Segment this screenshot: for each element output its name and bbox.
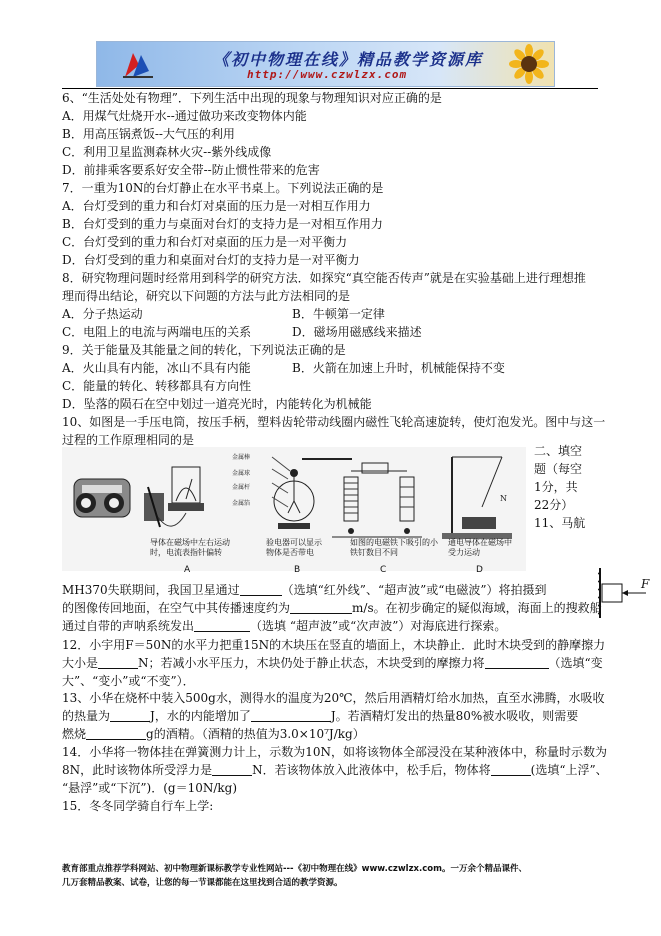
q13-blank-1[interactable] <box>110 709 150 722</box>
q13-blank-2[interactable] <box>251 709 331 722</box>
section2-line2: 题（每空 <box>534 462 583 476</box>
q13-line1: 13、小华在烧杯中装入500g水，测得水的温度为20℃，然后用酒精灯给水加热，直至水沸腾，水吸收 <box>62 691 605 705</box>
q14-line2: 8N，此时该物体所受浮力是 N．若该物体放入此液体中，松手后，物体将 (选填“上浮”、 <box>62 763 608 777</box>
q9-stem: 9．关于能量及其能量之间的转化，下列说法正确的是 <box>62 343 346 357</box>
q8-option-a: A．分子热运动 <box>62 307 143 321</box>
q12-blank-2[interactable] <box>485 656 549 669</box>
figure-d-letter: D <box>476 565 483 575</box>
q12-line3: 大”、“变小”或“不变”）． <box>62 674 195 688</box>
q13-blank-3[interactable] <box>86 727 146 740</box>
q12-line1: 12．小宇用F＝50N的水平力把重15N的木块压在竖直的墙面上，木块静止．此时木块受到的静摩擦力 <box>62 638 606 652</box>
section2-line4: 22分） <box>534 498 574 512</box>
banner-title: 《初中物理在线》精品教学资源库 <box>213 50 484 69</box>
q10-stem-line1: 10、如图是一手压电筒，按压手柄，塑料齿轮带动线圈内磁性飞轮高速旋转，使灯泡发光。图中与这一 <box>62 415 606 429</box>
q6-option-a: A．用煤气灶烧开水--通过做功来改变物体内能 <box>62 109 307 123</box>
q9-option-a: A．火山具有内能，冰山不具有内能 <box>62 361 251 375</box>
q11-line2: 的图像传回地面，在空气中其传播速度约为 m/s。在初步确定的疑似海域，海面上的搜救船 <box>62 601 602 615</box>
q7-option-c: C．台灯受到的重力和台灯对桌面的压力是一对平衡力 <box>62 235 348 249</box>
q11-line1: MH370失联期间，我国卫星通过 （选填“红外线”、“超声波”或“电磁波”）将拍摄到 <box>62 583 547 597</box>
q14-blank-1[interactable] <box>212 763 252 776</box>
q9-option-c: C．能量的转化、转移都具有方向性 <box>62 379 252 393</box>
q11-blank-3[interactable] <box>194 619 250 632</box>
q11-line3: 通过自带的声呐系统发出 （选填 “超声波”或“次声波”）对海底进行探索。 <box>62 619 507 633</box>
banner-url: http://www.czwlzx.com <box>247 68 408 81</box>
q10-stem-line2: 过程的工作原理相同的是 <box>62 433 195 447</box>
q8-option-c: C．电阻上的电流与两端电压的关系 <box>62 325 252 339</box>
q14-line3: “悬浮”或“下沉”)．(g＝10N/kg) <box>62 781 238 795</box>
figure-a-caption: 导体在磁场中左右运动 时，电流表指针偏转 <box>150 538 230 557</box>
footer-line2: 几万套精品教案、试卷，让您的每一节课都能在这里找到合适的教学资源。 <box>62 878 343 888</box>
q8-stem-line2: 理而得出结论，研究以下问题的方法与此方法相同的是 <box>62 289 351 303</box>
q7-option-a: A．台灯受到的重力和台灯对桌面的压力是一对相互作用力 <box>62 199 371 213</box>
section2-line1: 二、填空 <box>534 444 583 458</box>
label-metal-foil: 金属箔 <box>232 500 251 507</box>
q13-line3: 燃烧 g的酒精。（酒精的热值为3.0×10⁷J/kg） <box>62 727 365 741</box>
q12-blank-1[interactable] <box>98 656 138 669</box>
footer-line1: 教育部重点推荐学科网站、初中物理新课标教学专业性网站---《初中物理在线》www.czwlzx.com。一万余个精品课件、 <box>62 864 527 874</box>
q14-blank-2[interactable] <box>491 763 531 776</box>
svg-text:N: N <box>500 494 507 503</box>
q7-option-d: D．台灯受到的重力和桌面对台灯的支持力是一对平衡力 <box>62 253 360 267</box>
figure-b-caption: 验电器可以显示 物体是否带电 <box>266 538 322 557</box>
q8-stem-line1: 8．研究物理问题时经常用到科学的研究方法．如探究“真空能否传声”就是在实验基础上进行理想推 <box>62 271 586 285</box>
figure-a-letter: A <box>184 565 191 575</box>
page-footer <box>62 862 602 890</box>
q9-option-d: D．坠落的陨石在空中划过一道亮光时，内能转化为机械能 <box>62 397 372 411</box>
force-label-f: F <box>641 577 650 591</box>
q12-wall-block-figure <box>598 568 658 618</box>
site-logo-icon <box>119 47 159 81</box>
q14-line1: 14．小华将一物体挂在弹簧测力计上，示数为10N，如将该物体全部浸没在某种液体中，称量时示数为 <box>62 745 608 759</box>
q9-option-b: B．火箭在加速上升时，机械能保持不变 <box>292 361 505 375</box>
q8-option-b: B．牛顿第一定律 <box>292 307 385 321</box>
q6-option-d: D．前排乘客要系好安全带--防止惯性带来的危害 <box>62 163 320 177</box>
q7-stem: 7．一重为10N的台灯静止在水平书桌上。下列说法正确的是 <box>62 181 384 195</box>
q13-line2: 的热量为 J，水的内能增加了 J。若酒精灯发出的热量80%被水吸收，则需要 <box>62 709 579 723</box>
q12-line2: 大小是 N；若减小水平压力，木块仍处于静止状态，木块受到的摩擦力将 （选填“变 <box>62 656 603 670</box>
q6-option-c: C．利用卫星监测森林火灾--紫外线成像 <box>62 145 272 159</box>
hand-flashlight-image <box>74 479 130 517</box>
q6-stem: 6、“生活处处有物理”．下列生活中出现的现象与物理知识对应正确的是 <box>62 91 442 105</box>
figure-c-caption: 如图的电磁铁下吸引的小 铁钉数目不同 <box>350 538 438 557</box>
q11-blank-2[interactable] <box>290 601 352 614</box>
sunflower-icon <box>508 43 550 85</box>
site-banner <box>96 41 555 87</box>
label-metal-ball: 金属球 <box>232 470 251 477</box>
figure-c-letter: C <box>380 565 387 575</box>
q7-option-b: B．台灯受到的重力与桌面对台灯的支持力是一对相互作用力 <box>62 217 383 231</box>
label-metal-rod: 金属棒 <box>232 454 251 461</box>
q11-blank-1[interactable] <box>240 583 282 596</box>
q15-stem: 15．冬冬同学骑自行车上学: <box>62 799 214 813</box>
figure-b-letter: B <box>294 565 301 575</box>
label-metal-stem: 金属杆 <box>232 484 251 491</box>
q6-option-b: B．用高压锅煮饭--大气压的利用 <box>62 127 235 141</box>
section2-line3: 1分，共 <box>534 480 578 494</box>
q8-option-d: D．磁场用磁感线来描述 <box>292 325 422 339</box>
figure-d-caption: 通电导体在磁场中 受力运动 <box>448 538 512 557</box>
section2-line5: 11、马航 <box>534 516 586 530</box>
